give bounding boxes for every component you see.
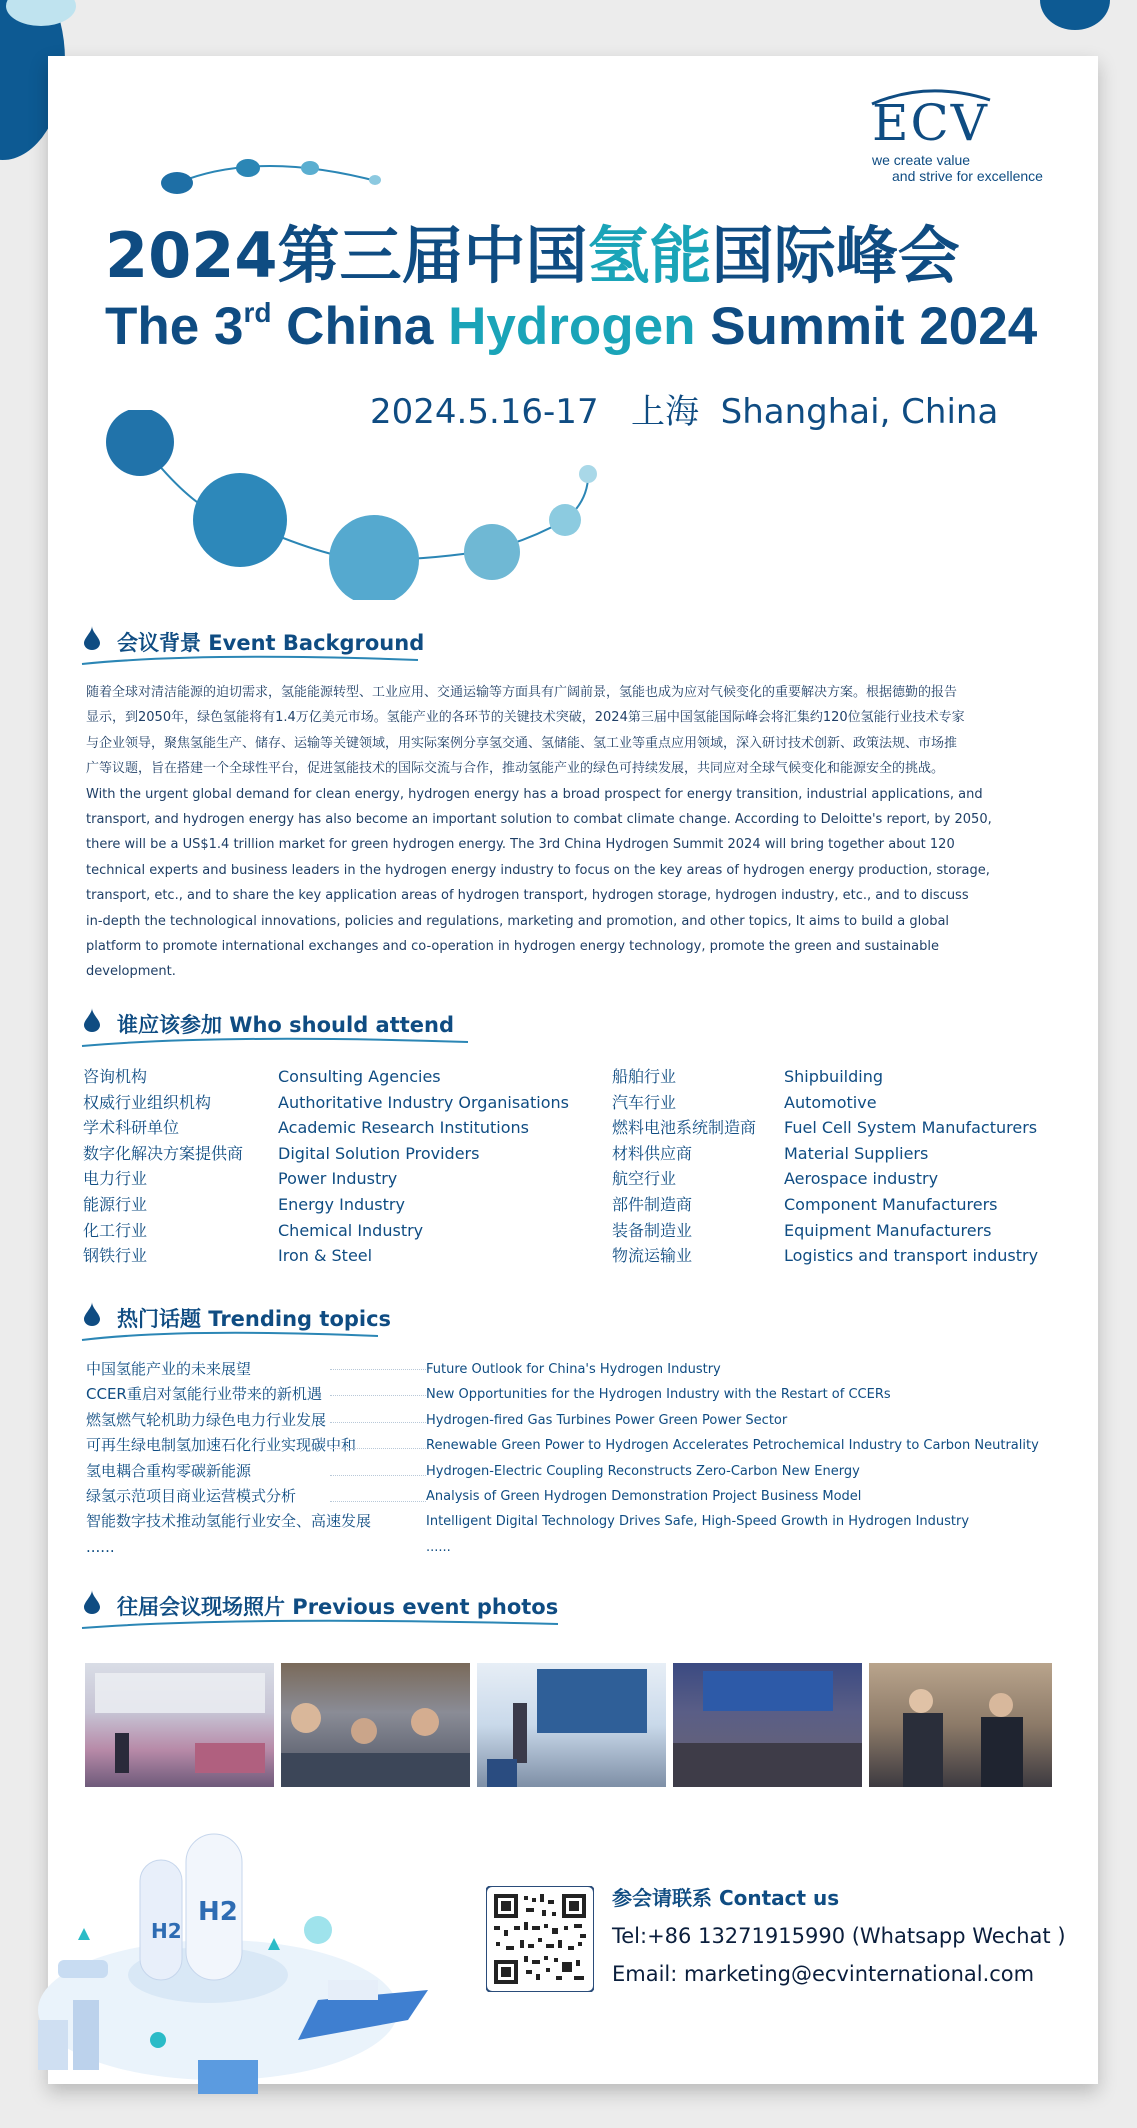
background-line: in-depth the technological innovations, policies and regulations, marketing and promotion, and other topics, It aims to build a global — [86, 913, 950, 929]
attend-item-en: Academic Research Institutions — [278, 1118, 529, 1138]
background-line: development. — [86, 964, 176, 980]
attend-item-cn: 学术科研单位 — [83, 1118, 180, 1138]
contact-email[interactable]: Email: marketing@ecvinternational.com — [612, 1962, 1035, 1986]
attend-item-en: Aerospace industry — [784, 1169, 939, 1189]
attend-list-right-en — [784, 1064, 1038, 1269]
attend-item-en: Logistics and transport industry — [784, 1246, 1039, 1266]
qr-code[interactable] — [486, 1886, 594, 1992]
title-chinese — [105, 206, 960, 295]
tank-label-1: H2 — [151, 1919, 182, 1943]
topic-item-cn: 绿氢示范项目商业运营模式分析 — [86, 1487, 297, 1506]
attend-item-en: Digital Solution Providers — [278, 1143, 480, 1163]
topic-item-cn: CCER重启对氢能行业带来的新机遇 — [86, 1385, 322, 1404]
topic-item-en: Hydrogen-Electric Coupling Reconstructs Zero-Carbon New Energy — [426, 1463, 860, 1479]
tank-label-2: H2 — [198, 1897, 238, 1927]
event-date: 2024.5.16-17 — [370, 392, 599, 432]
topic-item-en: Hydrogen-fired Gas Turbines Power Green Power Sector — [426, 1412, 788, 1428]
attend-item-cn: 咨询机构 — [83, 1067, 148, 1086]
event-photo-4 — [673, 1663, 862, 1787]
contact-phone[interactable]: Tel:+86 13271915990 (Whatsapp Wechat ) — [612, 1924, 1066, 1948]
topic-item-cn: 氢电耦合重构零碳新能源 — [86, 1461, 252, 1480]
title-en-part-2: China — [271, 297, 449, 356]
attend-item-en: Shipbuilding — [784, 1067, 883, 1086]
background-line: transport, etc., and to share the key application areas of hydrogen transport, hydrogen storage, hydrogen industry, etc., and to discuss — [86, 888, 969, 904]
heading-underline — [80, 1618, 560, 1632]
background-line: 与企业领导，聚焦氢能生产、储存、运输等关键领域，用实际案例分享氢交通、氢储能、氢工业等重点应用领域，深入研讨技术创新、政策法规、市场推 — [86, 735, 958, 751]
heading-underline — [80, 654, 420, 668]
title-en-highlight: Hydrogen — [448, 297, 696, 356]
section-heading-background: 会议背景 Event Background — [117, 631, 425, 655]
attend-list-left-cn — [83, 1064, 243, 1269]
attend-item-en: Fuel Cell System Manufacturers — [784, 1118, 1038, 1138]
attend-item-en: Energy Industry — [278, 1194, 405, 1214]
attend-item-cn: 能源行业 — [83, 1194, 148, 1214]
event-photo-3 — [477, 1663, 666, 1787]
topic-item-en: Renewable Green Power to Hydrogen Accelerates Petrochemical Industry to Carbon Neutrality — [426, 1438, 1039, 1454]
background-line: 广等议题，旨在搭建一个全球性平台，促进氢能技术的国际交流与合作，推动氢能产业的绿色可持续发展，共同应对全球气候变化和能源安全的挑战。 — [86, 761, 945, 777]
topic-item-cn: ...... — [86, 1537, 115, 1556]
attend-item-cn: 装备制造业 — [612, 1220, 693, 1240]
background-line: there will be a US$1.4 trillion market for green hydrogen energy. The 3rd China Hydrogen Summit 2024 will bring together about 120 — [86, 837, 955, 853]
attend-list-left-en — [278, 1064, 569, 1269]
logo-tagline-2: and strive for excellence — [892, 168, 1043, 184]
background-line: With the urgent global demand for clean energy, hydrogen energy has a broad prospect for energy transition, industrial applications, and — [86, 786, 983, 802]
title-english — [105, 296, 1037, 357]
attend-item-en: Power Industry — [278, 1169, 398, 1189]
heading-underline — [80, 1330, 380, 1344]
topic-item-en: Analysis of Green Hydrogen Demonstration Project Business Model — [426, 1489, 862, 1505]
attend-item-cn: 汽车行业 — [612, 1092, 677, 1112]
topic-item-cn: 燃氢燃气轮机助力绿色电力行业发展 — [86, 1410, 327, 1429]
contact-heading: 参会请联系 Contact us — [612, 1886, 840, 1910]
section-heading-photos: 往届会议现场照片 Previous event photos — [117, 1595, 559, 1619]
logo-wordmark: ECV — [872, 94, 989, 152]
water-drop-icon — [84, 1008, 100, 1032]
attend-item-en: Component Manufacturers — [784, 1194, 998, 1214]
background-line: transport, and hydrogen energy has also become an important solution to combat climate change. According to Deloitte's report, by 2050, — [86, 812, 992, 828]
section-heading-topics: 热门话题 Trending topics — [117, 1307, 392, 1331]
attend-item-en: Iron & Steel — [278, 1246, 373, 1266]
attend-item-en: Material Suppliers — [784, 1143, 929, 1163]
attend-item-en: Equipment Manufacturers — [784, 1220, 992, 1240]
topic-item-cn: 中国氢能产业的未来展望 — [86, 1360, 252, 1378]
topic-item-en: ...... — [426, 1539, 451, 1555]
attend-item-cn: 电力行业 — [83, 1169, 148, 1189]
title-en-part-1: The 3 — [105, 297, 244, 356]
heading-underline — [80, 1036, 470, 1050]
title-cn-part-1: 2024第三届中国 — [105, 219, 588, 292]
title-cn-part-2: 国际峰会 — [711, 219, 960, 292]
topic-dotted-leaders — [330, 1369, 426, 1527]
title-en-ordinal: rd — [243, 297, 272, 328]
water-drop-icon — [84, 1590, 100, 1614]
background-line: technical experts and business leaders in the hydrogen energy industry to focus on the key areas of hydrogen energy production, storage, — [86, 862, 990, 878]
attend-item-cn: 化工行业 — [83, 1220, 148, 1240]
background-line: 显示，到2050年，绿色氢能将有1.4万亿美元市场。氢能产业的各环节的关键技术突破，2024第三届中国氢能国际峰会将汇集约120位氢能行业技术专家 — [86, 710, 965, 726]
bubble-chain-decoration-main — [100, 410, 600, 600]
topic-item-cn: 可再生绿电制氢加速石化行业实现碳中和 — [86, 1436, 357, 1455]
corner-circle-decoration-right — [1040, 0, 1110, 30]
topic-item-en: Intelligent Digital Technology Drives Safe, High-Speed Growth in Hydrogen Industry — [426, 1514, 970, 1530]
topics-list-cn — [86, 1357, 371, 1560]
background-line: platform to promote international exchanges and co-operation in hydrogen energy technology, promote the green and sustainable — [86, 939, 939, 955]
attend-item-en: Consulting Agencies — [278, 1067, 441, 1086]
water-drop-icon — [84, 1302, 100, 1326]
title-cn-highlight: 氢能 — [587, 219, 712, 292]
event-photo-1 — [85, 1663, 274, 1787]
attend-item-cn: 钢铁行业 — [83, 1246, 148, 1266]
attend-item-cn: 物流运输业 — [612, 1246, 693, 1266]
attend-item-en: Chemical Industry — [278, 1220, 424, 1240]
logo-tagline-1: we create value — [872, 152, 971, 168]
attend-item-cn: 部件制造商 — [612, 1194, 693, 1214]
event-city-cn: 上海 — [631, 392, 700, 432]
event-photo-5 — [869, 1663, 1052, 1787]
topic-item-en: New Opportunities for the Hydrogen Industry with the Restart of CCERs — [426, 1387, 891, 1403]
attend-item-cn: 权威行业组织机构 — [83, 1092, 212, 1112]
attend-list-right-cn — [612, 1064, 756, 1269]
hydrogen-industry-illustration — [18, 1820, 438, 2120]
attend-item-cn: 数字化解决方案提供商 — [83, 1143, 244, 1163]
attend-item-en: Automotive — [784, 1092, 877, 1112]
background-paragraph — [86, 680, 992, 985]
background-line: 随着全球对清洁能源的迫切需求，氢能能源转型、工业应用、交通运输等方面具有广阔前景，氢能也成为应对气候变化的重要解决方案。根据德勤的报告 — [86, 685, 958, 700]
topic-item-cn: 智能数字技术推动氢能行业安全、高速发展 — [86, 1512, 372, 1531]
section-heading-attend: 谁应该参加 Who should attend — [117, 1013, 455, 1037]
topics-list-en — [426, 1357, 1039, 1560]
attend-item-cn: 材料供应商 — [612, 1143, 693, 1163]
attend-item-en: Authoritative Industry Organisations — [278, 1092, 569, 1112]
attend-item-cn: 航空行业 — [612, 1169, 677, 1189]
title-en-part-3: Summit 2024 — [695, 297, 1038, 356]
topic-item-en: Future Outlook for China's Hydrogen Industry — [426, 1362, 721, 1377]
event-photo-2 — [281, 1663, 470, 1787]
water-drop-icon — [84, 626, 100, 650]
attend-item-cn: 燃料电池系统制造商 — [612, 1118, 757, 1138]
bubble-chain-decoration-top — [150, 150, 400, 200]
attend-item-cn: 船舶行业 — [612, 1067, 677, 1086]
event-city-en: Shanghai, China — [720, 392, 999, 432]
